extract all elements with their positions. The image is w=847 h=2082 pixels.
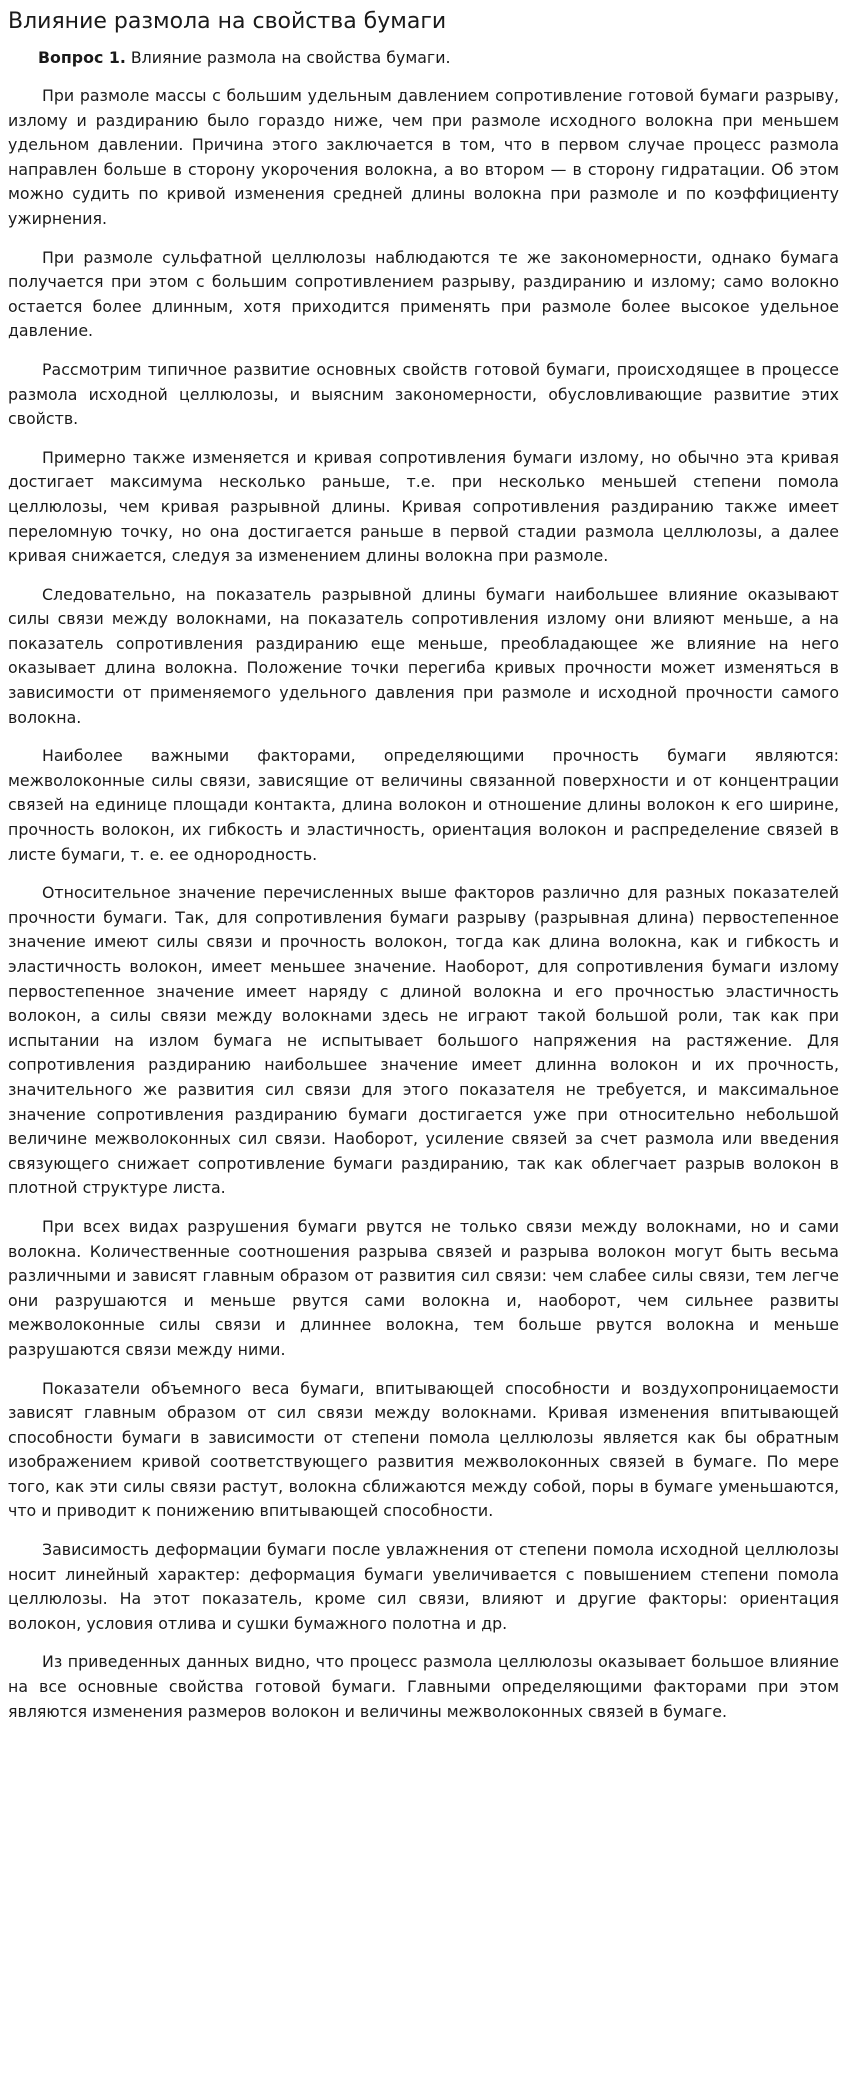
paragraph-1: При размоле массы с большим удельным давлением сопротивление готовой бумаги разрыву, излому и раздиранию было гораздо ниже, чем при размоле исходного волокна при меньшем удельном давлении. Причина этого заключается в том, что в первом случае процесс размола направлен больше в сторону укорочения волокна, а во втором — в сторону гидратации. Об этом можно судить по кривой изменения средней длины волокна при размоле и по коэффициенту ужирнения. <box>8 86 839 228</box>
question-text: Влияние размола на свойства бумаги. <box>125 48 451 67</box>
paragraph-11: Из приведенных данных видно, что процесс размола целлюлозы оказывает большое влияние на все основные свойства готовой бумаги. Главными определяющими факторами при этом являются изменения размеров волокон и величины межволоконных связей в бумаге. <box>8 1652 839 1721</box>
question-heading <box>8 46 839 70</box>
paragraph-10: Зависимость деформации бумаги после увлажнения от степени помола исходной целлюлозы носит линейный характер: деформация бумаги увеличивается с повышением степени помола целлюлозы. На этот показатель, кроме сил связи, влияют и другие факторы: ориентация волокон, условия отлива и сушки бумажного полотна и др. <box>8 1540 839 1633</box>
paragraph-7: Относительное значение перечисленных выше факторов различно для разных показателей прочности бумаги. Так, для сопротивления бумаги разрыву (разрывная длина) первостепенное значение имеют силы связи и прочность волокон, тогда как длина волокна, как и гибкость и эластичность волокон, имеет меньшее значение. Наоборот, для сопротивления бумаги излому первостепенное значение имеет наряду с длиной волокна и его прочностью эластичность волокон, а силы связи между волокнами здесь не играют такой большой роли, так как при испытании на излом бумага не испытывает большого напряжения на растяжение. Для сопротивления раздиранию наибольшее значение имеет длинна волокон и их прочность, значительного же развития сил связи для этого показателя не требуется, и максимальное значение сопротивления раздиранию бумаги достигается уже при относительно небольшой величине межволоконных сил связи. Наоборот, усиление связей за счет размола или введения связующего снижает сопротивление бумаги раздиранию, так как облегчает разрыв волокон в плотной структуре листа. <box>8 883 839 1198</box>
question-label: Вопрос 1. <box>38 48 126 67</box>
page-title: Влияние размола на свойства бумаги <box>8 9 447 34</box>
paragraph-6: Наиболее важными факторами, определяющими прочность бумаги являются: межволоконные силы связи, зависящие от величины связанной поверхности и от концентрации связей на единице площади контакта, длина волокон и отношение длины волокон к его ширине, прочность волокон, их гибкость и эластичность, ориентация волокон и распределение связей в листе бумаги, т. е. ее однородность. <box>8 746 839 864</box>
paragraph-5: Следовательно, на показатель разрывной длины бумаги наибольшее влияние оказывают силы связи между волокнами, на показатель сопротивления излому они влияют меньше, а на показатель сопротивления раздиранию еще меньше, преобладающее же влияние на него оказывает длина волокна. Положение точки перегиба кривых прочности может изменяться в зависимости от применяемого удельного давления при размоле и исходной прочности самого волокна. <box>8 584 839 727</box>
paragraph-8: При всех видах разрушения бумаги рвутся не только связи между волокнами, но и сами волокна. Количественные соотношения разрыва связей и разрыва волокон могут быть весьма различными и зависят главным образом от развития сил связи: чем слабее силы связи, тем легче они разрушаются и меньше рвутся сами волокна и, наоборот, чем сильнее развиты межволоконные силы связи и длиннее волокна, тем больше рвутся волокна и меньше разрушаются связи между ними. <box>8 1216 839 1359</box>
paragraph-3: Рассмотрим типичное развитие основных свойств готовой бумаги, происходящее в процессе размола исходной целлюлозы, и выясним закономерности, обусловливающие развитие этих свойств. <box>8 359 839 429</box>
paragraph-2: При размоле сульфатной целлюлозы наблюдаются те же закономерности, однако бумага получается при этом с большим сопротивлением разрыву, раздиранию и излому; само волокно остается более длинным, хотя приходится применять при размоле более высокое удельное давление. <box>8 247 839 341</box>
paragraph-9: Показатели объемного веса бумаги, впитывающей способности и воздухопроницаемости зависят главным образом от сил связи между волокнами. Кривая изменения впитывающей способности бумаги в зависимости от степени помола целлюлозы является как бы обратным изображением кривой соответствующего развития межволоконных связей в бумаге. По мере того, как эти силы связи растут, волокна сближаются между собой, поры в бумаге уменьшаются, что и приводит к понижению впитывающей способности. <box>8 1378 839 1521</box>
paragraph-4: Примерно также изменяется и кривая сопротивления бумаги излому, но обычно эта кривая достигает максимума несколько раньше, т.е. при несколько меньшей степени помола целлюлозы, чем кривая разрывной длины. Кривая сопротивления раздиранию также имеет переломную точку, но она достигается раньше в первой стадии размола целлюлозы, а далее кривая снижается, следуя за изменением длины волокна при размоле. <box>8 447 839 566</box>
